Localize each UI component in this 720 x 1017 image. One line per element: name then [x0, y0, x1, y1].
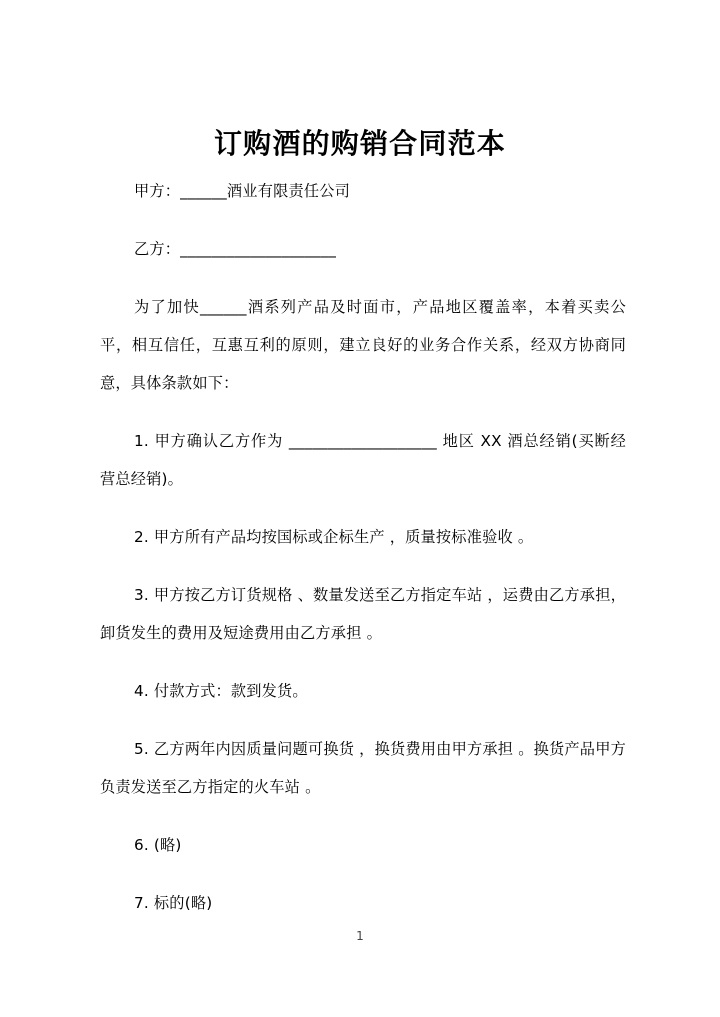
page-title: 订购酒的购销合同范本	[213, 126, 506, 160]
paragraph-party-b: 乙方：____________________	[134, 240, 337, 258]
paragraph-preamble: 为了加快______酒系列产品及时面市，产品地区覆盖率，本着买卖公平，相互信任，互惠互利的原则，建立良好的业务合作关系，经双方协商同意，具体条款如下：	[100, 298, 626, 392]
paragraph-clause-7: 7. 标的(略)	[134, 894, 213, 912]
paragraph-clause-2: 2. 甲方所有产品均按国标或企标生产 ，质量按标准验收 。	[134, 528, 534, 546]
document-body	[100, 172, 626, 922]
paragraph-party-a: 甲方：______酒业有限责任公司	[134, 182, 351, 200]
paragraph-clause-5: 5. 乙方两年内因质量问题可换货 ，换货费用由甲方承担 。换货产品甲方负责发送至乙方指定的火车站 。	[100, 740, 626, 796]
paragraph-clause-4: 4. 付款方式：款到发货。	[134, 682, 308, 700]
page-number: 1	[356, 929, 364, 943]
paragraph-clause-6: 6. (略)	[134, 836, 182, 854]
paragraph-clause-1: 1. 甲方确认乙方作为 ___________________ 地区 XX 酒总经销(买断经营总经销)。	[100, 432, 626, 488]
paragraph-clause-3: 3. 甲方按乙方订货规格 、数量发送至乙方指定车站 ，运费由乙方承担，卸货发生的费用及短途费用由乙方承担 。	[100, 586, 626, 642]
